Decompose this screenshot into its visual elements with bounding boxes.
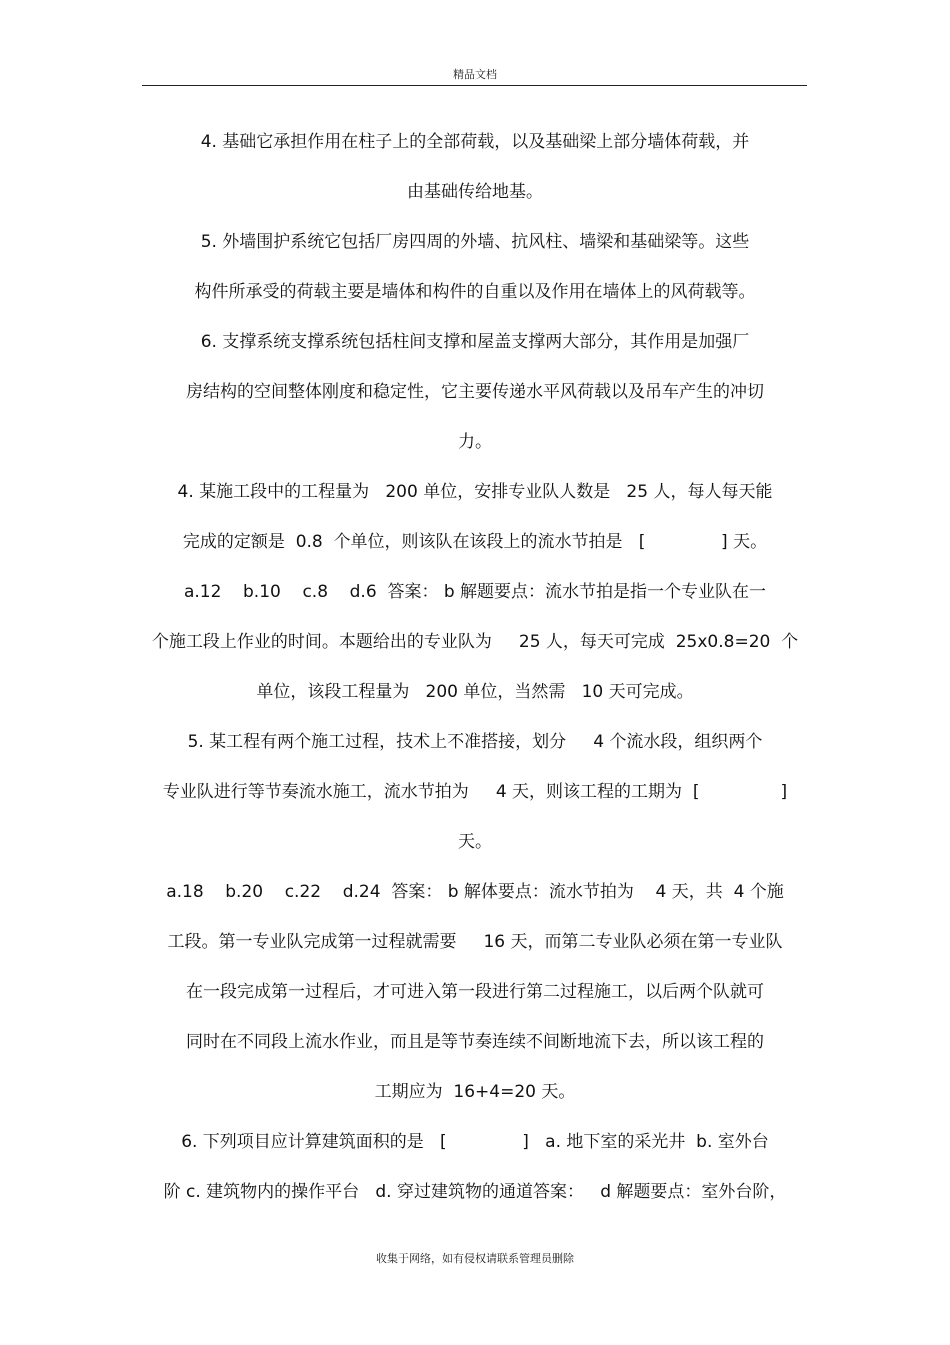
- text-line: 房结构的空间整体刚度和稳定性，它主要传递水平风荷载以及吊车产生的冲切: [186, 382, 764, 402]
- text-line: 在一段完成第一过程后，才可进入第一段进行第二过程施工，以后两个队就可: [186, 982, 764, 1002]
- text-line: 5. 某工程有两个施工过程，技术上不准搭接，划分 4 个流水段，组织两个: [187, 732, 763, 752]
- text-line: 由基础传给地基。: [407, 182, 543, 202]
- text-line: 完成的定额是 0.8 个单位，则该队在该段上的流水节拍是 [ ] 天。: [182, 532, 768, 552]
- text-line: 单位，该段工程量为 200 单位，当然需 10 天可完成。: [256, 682, 694, 702]
- text-line: 天。: [458, 832, 492, 852]
- text-line: 构件所承受的荷载主要是墙体和构件的自重以及作用在墙体上的风荷载等。: [194, 282, 756, 302]
- text-line: 力。: [458, 432, 492, 452]
- text-line: 5. 外墙围护系统它包括厂房四周的外墙、抗风柱、墙梁和基础梁等。这些: [200, 232, 750, 252]
- text-line: 4. 基础它承担作用在柱子上的全部荷载，以及基础梁上部分墙体荷载，并: [200, 132, 750, 152]
- header-rule: [142, 85, 807, 86]
- text-line: 个施工段上作业的时间。本题给出的专业队为 25 人，每天可完成 25x0.8=20 个: [151, 632, 799, 652]
- text-line: 4. 某施工段中的工程量为 200 单位，安排专业队人数是 25 人，每人每天能: [177, 482, 773, 502]
- text-line: a.12 b.10 c.8 d.6 答案： b 解题要点：流水节拍是指一个专业队在一: [183, 582, 767, 602]
- text-line: a.18 b.20 c.22 d.24 答案： b 解体要点：流水节拍为 4 天，共 4 个施: [166, 882, 784, 902]
- page-header: 精品文档: [453, 68, 497, 81]
- text-line: 同时在不同段上流水作业，而且是等节奏连续不间断地流下去，所以该工程的: [186, 1032, 764, 1052]
- text-line: 6. 支撑系统支撑系统包括柱间支撑和屋盖支撑两大部分，其作用是加强厂: [200, 332, 750, 352]
- page-footer: 收集于网络，如有侵权请联系管理员删除: [376, 1252, 574, 1265]
- text-line: 专业队进行等节奏流水施工，流水节拍为 4 天，则该工程的工期为 [ ]: [162, 782, 788, 802]
- text-line: 6. 下列项目应计算建筑面积的是 [ ] a. 地下室的采光井 b. 室外台: [181, 1132, 769, 1152]
- text-line: 工期应为 16+4=20 天。: [374, 1082, 576, 1102]
- text-line: 阶 c. 建筑物内的操作平台 d. 穿过建筑物的通道答案： d 解题要点：室外台阶，: [163, 1182, 787, 1202]
- text-line: 工段。第一专业队完成第一过程就需要 16 天，而第二专业队必须在第一专业队: [167, 932, 783, 952]
